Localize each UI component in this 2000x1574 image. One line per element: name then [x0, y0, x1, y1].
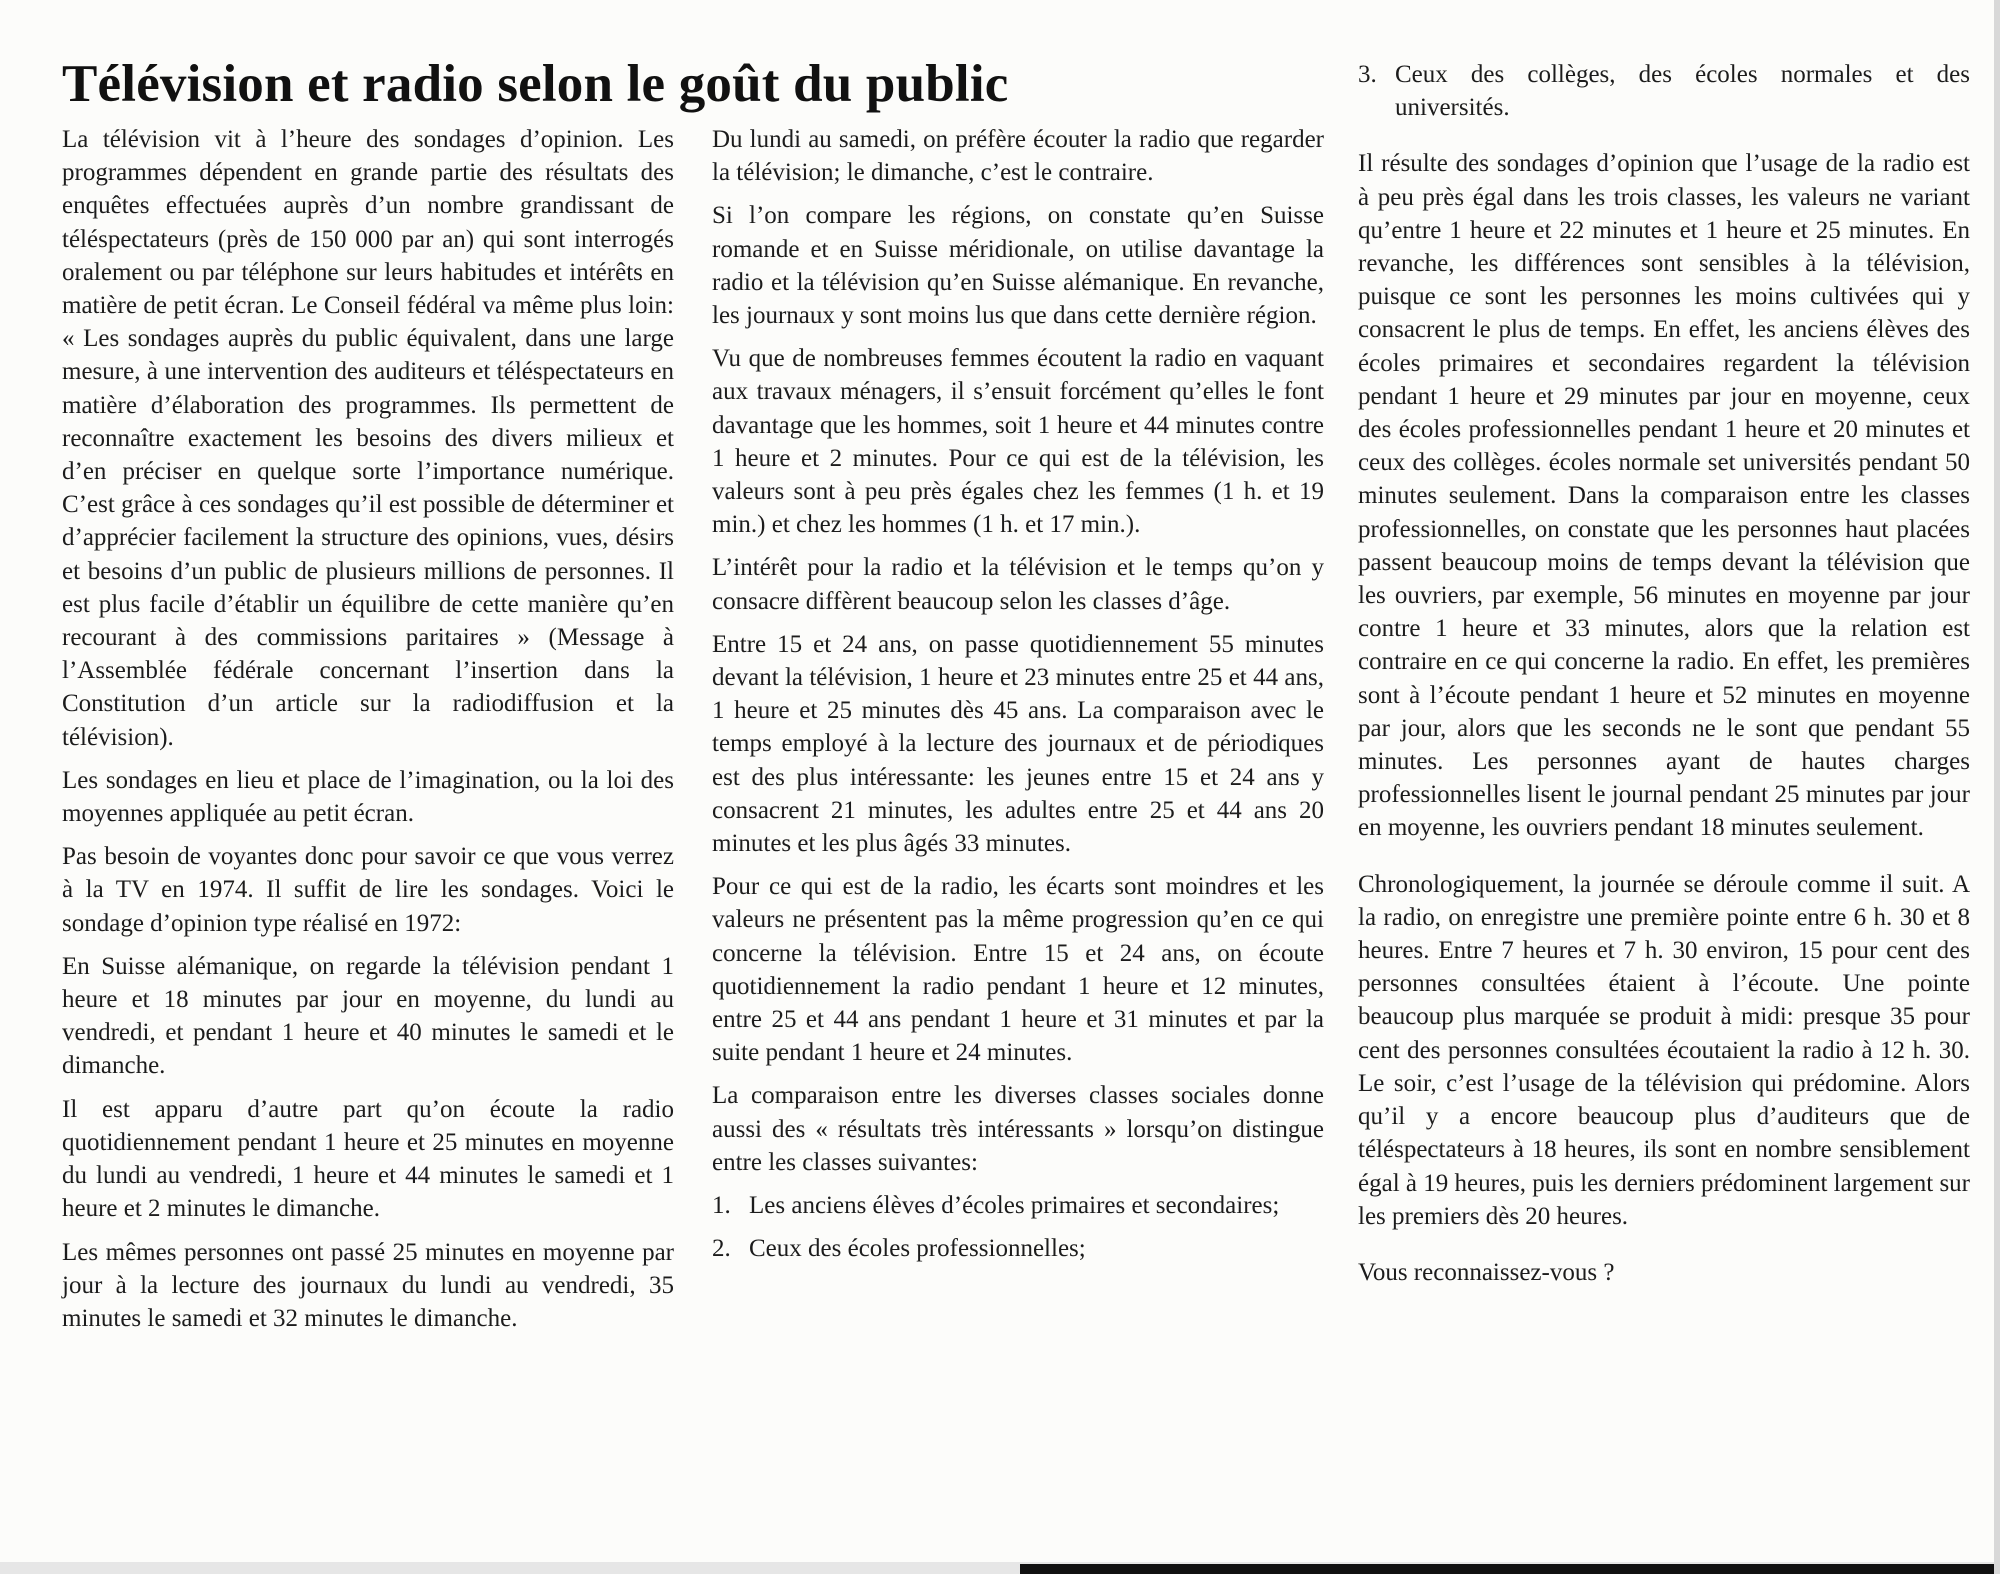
paragraph: Pour ce qui est de la radio, les écarts sont moindres et les valeurs ne présentent pas la même progression qu’en ce qui concerne la télévision. Entre 15 et 24 ans, on écoute quotidiennement la radio pendant 1 heure et 12 minutes, entre 25 et 44 ans pendant 1 heure et 31 minutes et par la suite pendant 1 heure et 24 minutes.: [712, 873, 1324, 1067]
paragraph: Vu que de nombreuses femmes écoutent la radio en vaquant aux travaux ménagers, il s’ensuit forcément qu’elles le font davantage que les hommes, soit 1 heure et 44 minutes contre 1 heure et 2 minutes. Pour ce qui est de la télévision, les valeurs sont à peu près égales chez les femmes (1 h. et 19 min.) et chez les hommes (1 h. et 17 min.).: [712, 345, 1324, 539]
paragraph: L’intérêt pour la radio et la télévision et le temps qu’on y consacre diffèrent beaucoup selon les classes d’âge.: [712, 554, 1324, 615]
column-3: [1358, 58, 1970, 1299]
list-number: 1.: [712, 1192, 731, 1220]
article-title: Télévision et radio selon le goût du public: [62, 55, 1009, 113]
paragraph: En Suisse alémanique, on regarde la télévision pendant 1 heure et 18 minutes par jour en moyenne, du lundi au vendredi, et pendant 1 heure et 40 minutes le samedi et le dimanche.: [62, 952, 674, 1080]
list-number: 3.: [1358, 61, 1377, 88]
column-2: [712, 123, 1324, 1276]
list-text: Ceux des écoles professionnelles;: [749, 1235, 1086, 1263]
paragraph: Les mêmes personnes ont passé 25 minutes en moyenne par jour à la lecture des journaux du lundi au vendredi, 35 minutes le samedi et 32 minutes le dimanche.: [62, 1238, 674, 1332]
list-item: [712, 1232, 1324, 1265]
paragraph: Entre 15 et 24 ans, on passe quotidiennement 55 minutes devant la télévision, 1 heure et 23 minutes entre 25 et 44 ans, 1 heure et 25 minutes dès 45 ans. La comparaison avec le temps employé à la lecture des journaux et de périodiques est des plus intéressante: les jeunes entre 15 et 24 ans y consacrent 21 minutes, les adultes entre 25 et 44 ans 20 minutes et les plus âgés 33 minutes.: [712, 630, 1324, 858]
closing-question: Vous reconnaissez-vous ?: [1358, 1258, 1615, 1286]
paragraph: La télévision vit à l’heure des sondages d’opinion. Les programmes dépendent en grande partie des résultats des enquêtes effectuées auprès d’un nombre grandissant de téléspectateurs (près de 150 000 par an) qui sont interrogés oralement ou par téléphone sur leurs habitudes et intérêts en matière de petit écran. Le Conseil fédéral va même plus loin: « Les sondages auprès du public équivalent, dans une large mesure, à une intervention des auditeurs et téléspectateurs en matière d’élaboration des programmes. Ils permettent de reconnaître exactement les besoins des divers milieux et d’en préciser en quelque sorte l’importance numérique. C’est grâce à ces sondages qu’il est possible de déterminer et d’apprécier facilement la structure des opinions, vues, désirs et besoins d’un public de plusieurs millions de personnes. Il est plus facile d’établir un équilibre de cette manière qu’en recourant à des commissions paritaires » (Message à l’Assemblée fédérale concernant l’insertion dans la Constitution d’un article sur la radiodiffusion et la télévision).: [62, 126, 674, 751]
paragraph: Il est apparu d’autre part qu’on écoute la radio quotidiennement pendant 1 heure et 25 minutes en moyenne du lundi au vendredi, 1 heure et 44 minutes le samedi et 1 heure et 2 minutes le dimanche.: [62, 1095, 674, 1223]
right-edge-shadow: [1994, 0, 2000, 1574]
paragraph: La comparaison entre les diverses classes sociales donne aussi des « résultats très intéressants » lorsqu’on distingue entre les classes suivantes:: [712, 1082, 1324, 1176]
paragraph: Du lundi au samedi, on préfère écouter la radio que regarder la télévision; le dimanche, c’est le contraire.: [712, 126, 1324, 187]
paragraph: Pas besoin de voyantes donc pour savoir ce que vous verrez à la TV en 1974. Il suffit de lire les sondages. Voici le sondage d’opinion type réalisé en 1972:: [62, 843, 674, 937]
list-item: [1358, 58, 1970, 124]
paragraph: Il résulte des sondages d’opinion que l’usage de la radio est à peu près égal dans les trois classes, les valeurs ne variant qu’entre 1 heure et 22 minutes et 1 heure et 25 minutes. En revanche, les différences sont sensibles à la télévision, puisque ce sont les personnes les moins cultivées qui y consacrent le plus de temps. En effet, les anciens élèves des écoles primaires et secondaires regardent la télévision pendant 1 heure et 29 minutes par jour en moyenne, ceux des écoles professionnelles pendant 1 heure et 20 minutes et ceux des collèges. écoles normale set universités pendant 50 minutes seulement. Dans la comparaison entre les classes professionnelles, on constate que les personnes haut placées passent beaucoup moins de temps devant la télévision que les ouvriers, par exemple, 56 minutes en moyenne par jour contre 1 heure et 33 minutes, alors que la relation est contraire en ce qui concerne la radio. En effet, les premières sont à l’écoute pendant 1 heure et 52 minutes en moyenne par jour, alors que les seconds ne le sont que pendant 55 minutes. Les personnes ayant de hautes charges professionnelles lisent le journal pendant 25 minutes par jour en moyenne, les ouvriers pendant 18 minutes seulement.: [1358, 150, 1970, 842]
list-item: [712, 1189, 1324, 1222]
paragraph: Les sondages en lieu et place de l’imagination, ou la loi des moyennes appliquée au petit écran.: [62, 766, 674, 828]
bottom-edge-rule: [1020, 1564, 2000, 1574]
column-1: [62, 123, 674, 1345]
list-text: Les anciens élèves d’écoles primaires et secondaires;: [749, 1192, 1280, 1220]
paragraph: Si l’on compare les régions, on constate qu’en Suisse romande et en Suisse méridionale, on utilise davantage la radio et la télévision qu’en Suisse alémanique. En revanche, les journaux y sont moins lus que dans cette dernière région.: [712, 202, 1324, 330]
list-text: Ceux des collèges, des écoles normales et des universités.: [1395, 61, 1970, 122]
paragraph: Chronologiquement, la journée se déroule comme il suit. A la radio, on enregistre une première pointe entre 6 h. 30 et 8 heures. Entre 7 heures et 7 h. 30 environ, 15 pour cent des personnes consultées étaient à l’écoute. Une pointe beaucoup plus marquée se produit à midi: presque 35 pour cent des personnes consultées écoutaient la radio à 12 h. 30. Le soir, c’est l’usage de la télévision qui prédomine. Alors qu’il y a encore beaucoup plus d’auditeurs que de téléspectateurs à 18 heures, ils sont en nombre sensiblement égal à 19 heures, puis les derniers prédominent largement sur les premiers dès 20 heures.: [1358, 870, 1970, 1230]
list-number: 2.: [712, 1235, 731, 1263]
